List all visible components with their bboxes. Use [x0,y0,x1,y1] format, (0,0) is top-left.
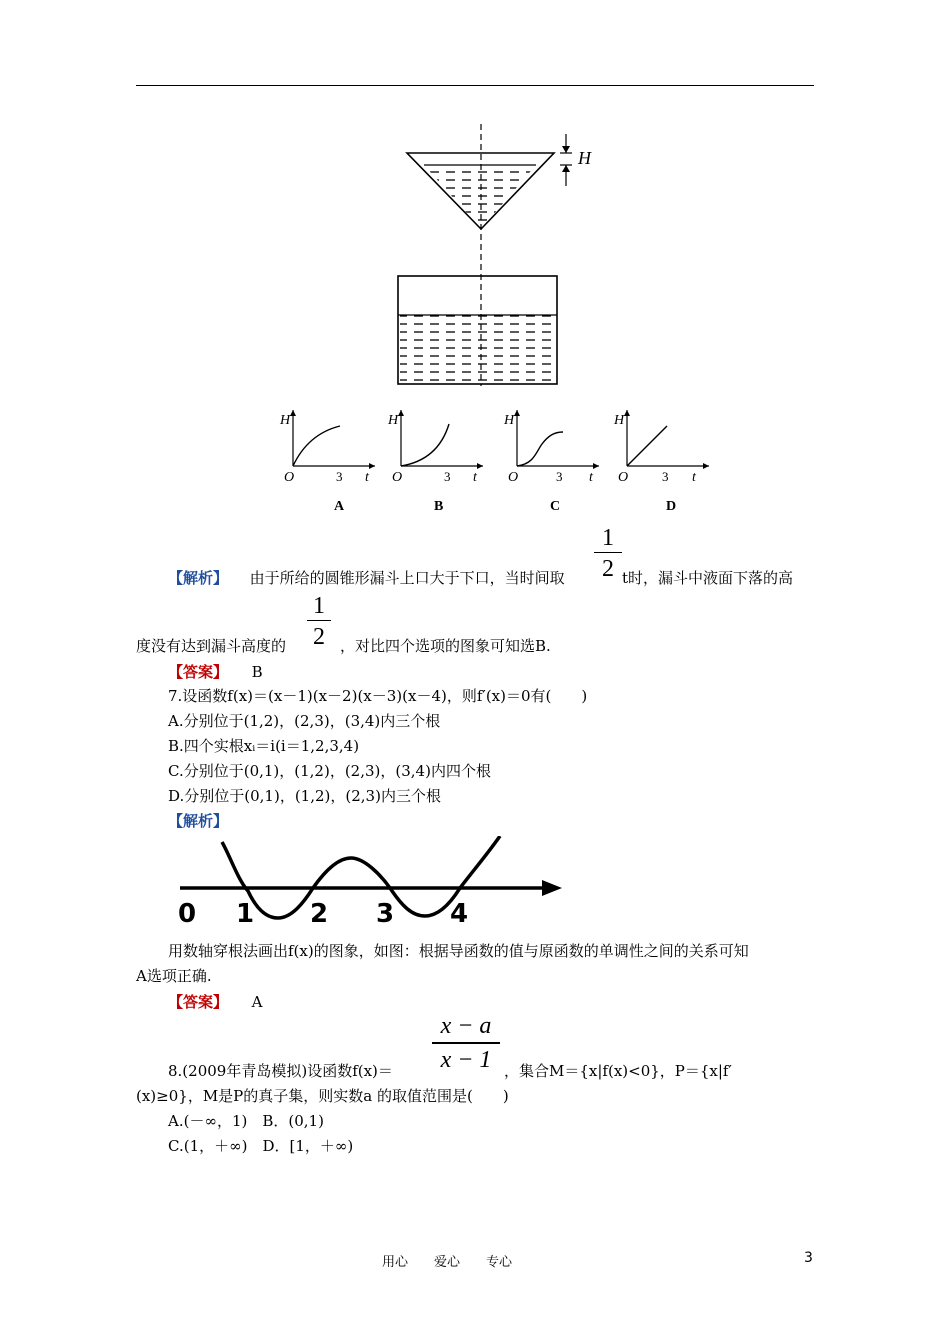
page-number: 3 [804,1250,813,1266]
graph-d-letter: D [666,499,677,514]
q6-line2-b: ，对比四个选项的图象可知选B. [340,637,551,655]
svg-text:H: H [280,413,291,428]
q7-jiexi-tag: 【解析】 [168,812,229,830]
svg-text:3: 3 [556,469,563,484]
svg-text:t: t [589,470,593,485]
graph-c [494,400,604,515]
container-liquid [400,315,556,384]
svg-text:t: t [365,470,369,485]
q6-frac-half-1: 1 2 [592,524,624,585]
funnel-figure [380,120,620,392]
svg-text:H: H [388,413,399,428]
q8-options-row2: C.(1，＋∞) D．[1，＋∞) [168,1137,354,1155]
root-crossing-figure [170,836,570,928]
q8-options-row1: A.(－∞，1) B．(0,1) [168,1112,324,1130]
q8-line1-b: ，集合M＝{x|f(x)<0}，P＝{x|f′ [504,1062,732,1080]
svg-text:H: H [504,413,515,428]
option-graphs [270,400,720,520]
svg-text:1: 1 [236,899,255,928]
svg-text:4: 4 [450,899,469,928]
graph-b-letter: B [434,499,444,514]
q7-option-c: C.分别位于(0,1)，(1,2)，(2,3)，(3,4)内四个根 [168,762,491,780]
q6-frac-half-2: 1 2 [305,592,333,653]
graph-b [378,400,488,515]
q7-option-b: B.四个实根xᵢ＝i(i＝1,2,3,4) [168,737,360,755]
curve-a [293,426,340,466]
header-rule [136,85,814,86]
graph-a-letter: A [334,499,345,514]
q7-option-d: D.分别位于(0,1)，(1,2)，(2,3)内三个根 [168,787,441,805]
graph-c-letter: C [550,499,561,514]
q8-fraction: x − a x − 1 [430,1012,502,1074]
svg-text:t: t [692,470,696,485]
q8-line2: (x)≥0}，M是P的真子集，则实数a 的取值范围是( ) [136,1087,509,1105]
graph-d [604,400,714,515]
svg-text:O: O [618,470,629,485]
curve-c [517,432,563,466]
svg-text:3: 3 [376,899,395,928]
curve-d [627,426,667,466]
q6-jiexi-line1 [168,568,565,588]
q8-line1-a: 8.(2009年青岛模拟)设函数f(x)＝ [168,1062,393,1080]
svg-text:3: 3 [336,469,343,484]
q6-text1: 由于所给的圆锥形漏斗上口大于下口，当时间取 [249,569,565,587]
q6-answer: 【答案】 B [168,663,263,681]
q7-option-a: A.分别位于(1,2)，(2,3)，(3,4)内三个根 [168,712,441,730]
funnel-liquid [424,165,536,229]
answer-tag: 【答案】 [168,663,229,681]
svg-text:t: t [473,470,477,485]
funnel-h-label: H [578,148,591,168]
graph-a [270,400,380,515]
svg-text:0: 0 [178,899,197,928]
svg-text:2: 2 [310,899,329,928]
jiexi-tag: 【解析】 [168,569,229,587]
svg-text:3: 3 [444,469,451,484]
svg-text:O: O [392,470,403,485]
q7-stem: 7.设函数f(x)＝(x－1)(x－2)(x－3)(x－4)，则f′(x)＝0有( ) [168,687,588,705]
axis-arrow [542,880,562,896]
svg-text:O: O [508,470,519,485]
curve-b [401,424,449,466]
q6-text2: t时，漏斗中液面下落的高 [622,569,794,587]
footer-center: 用心 爱心 专心 [382,1255,513,1270]
svg-text:O: O [284,470,295,485]
q7-explain-1: 用数轴穿根法画出f(x)的图象，如图：根据导函数的值与原函数的单调性之间的关系可知 [168,942,749,960]
svg-text:H: H [614,413,625,428]
q7-explain-2: A选项正确. [136,967,212,985]
svg-text:3: 3 [662,469,669,484]
q6-line2-a: 度没有达到漏斗高度的 [136,637,287,655]
q7-answer: 【答案】 A [168,993,263,1011]
